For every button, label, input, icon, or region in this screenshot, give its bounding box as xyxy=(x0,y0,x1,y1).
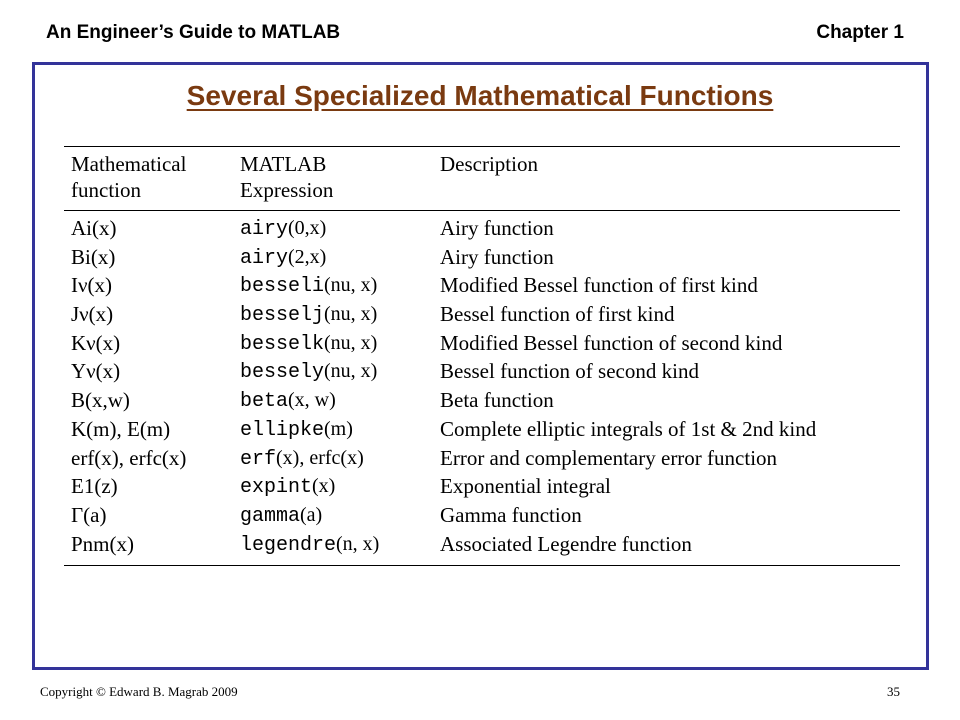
math-function-cell: erf(x), erfc(x) xyxy=(71,445,187,470)
description-cell: Bessel function of second kind xyxy=(440,359,699,384)
page-number: 35 xyxy=(887,684,900,699)
matlab-expression-cell xyxy=(240,214,326,244)
header-math-function: Mathematical function xyxy=(71,152,187,202)
matlab-arguments: (2,x) xyxy=(288,245,327,268)
matlab-function-name: besselk xyxy=(240,332,325,356)
math-function-cell: Jν(x) xyxy=(71,302,114,327)
description-cell: Beta function xyxy=(440,388,554,413)
matlab-expression-cell xyxy=(240,501,322,531)
math-function-cell: Yν(x) xyxy=(71,359,121,384)
table-row xyxy=(0,530,960,559)
math-function-cell: K(m), E(m) xyxy=(71,416,171,441)
matlab-function-name: besseli xyxy=(240,275,325,299)
table-row xyxy=(0,501,960,530)
matlab-expression-cell xyxy=(240,472,335,502)
table-row xyxy=(0,300,960,329)
matlab-arguments: (x) xyxy=(312,475,336,498)
table-top-rule xyxy=(64,146,900,147)
matlab-arguments: (x, w) xyxy=(288,389,336,412)
table-row xyxy=(0,444,960,473)
matlab-arguments: (nu, x) xyxy=(324,274,378,297)
matlab-expression-cell xyxy=(240,300,377,330)
math-function-cell: Iν(x) xyxy=(71,273,112,298)
matlab-function-name: ellipke xyxy=(240,418,325,442)
matlab-function-name: gamma xyxy=(240,504,301,528)
matlab-expression-cell xyxy=(240,444,364,474)
table-row xyxy=(0,386,960,415)
description-cell: Modified Bessel function of first kind xyxy=(440,273,758,298)
math-function-cell: B(x,w) xyxy=(71,388,130,413)
table-row xyxy=(0,357,960,386)
table-row xyxy=(0,329,960,358)
description-cell: Gamma function xyxy=(440,502,582,527)
function-table-body xyxy=(0,214,960,558)
matlab-function-name: besselj xyxy=(240,304,325,328)
description-cell: Associated Legendre function xyxy=(440,531,692,556)
chapter-label: Chapter 1 xyxy=(816,22,904,43)
description-cell: Error and complementary error function xyxy=(440,445,778,470)
math-function-cell: E1(z) xyxy=(71,474,118,499)
matlab-expression-cell xyxy=(240,530,379,560)
matlab-expression-cell xyxy=(240,271,377,301)
description-cell: Airy function xyxy=(440,244,554,269)
matlab-arguments: (nu, x) xyxy=(324,360,378,383)
header-description: Description xyxy=(440,152,538,176)
matlab-arguments: (n, x) xyxy=(336,532,380,555)
matlab-arguments: (nu, x) xyxy=(324,331,378,354)
description-cell: Complete elliptic integrals of 1st & 2nd kind xyxy=(440,416,817,441)
table-header-rule xyxy=(64,210,900,211)
matlab-expression-cell xyxy=(240,386,336,416)
matlab-arguments: (nu, x) xyxy=(324,303,378,326)
matlab-expression-cell xyxy=(240,243,326,273)
matlab-function-name: legendre xyxy=(240,533,337,557)
math-function-cell: Bi(x) xyxy=(71,244,116,269)
copyright-text: Copyright © Edward B. Magrab 2009 xyxy=(40,684,238,699)
table-row xyxy=(0,472,960,501)
matlab-function-name: airy xyxy=(240,218,289,241)
matlab-expression-cell xyxy=(240,357,377,387)
matlab-function-name: erf xyxy=(240,447,277,471)
header-matlab-expression: MATLAB Expression xyxy=(240,152,334,202)
matlab-arguments: (m) xyxy=(324,417,353,440)
description-cell: Exponential integral xyxy=(440,474,611,499)
matlab-arguments: (0,x) xyxy=(288,217,327,239)
matlab-expression-cell xyxy=(240,329,377,359)
math-function-cell: Ai(x) xyxy=(71,216,117,240)
matlab-function-name: airy xyxy=(240,246,289,270)
math-function-cell: Γ(a) xyxy=(71,502,107,527)
matlab-function-name: bessely xyxy=(240,361,325,385)
matlab-arguments: (x), erfc(x) xyxy=(276,446,364,469)
book-title: An Engineer’s Guide to MATLAB xyxy=(46,22,341,43)
description-cell: Bessel function of first kind xyxy=(440,302,675,327)
slide-title: Several Specialized Mathematical Functions xyxy=(186,80,774,111)
table-row xyxy=(0,271,960,300)
description-cell: Modified Bessel function of second kind xyxy=(440,330,783,355)
math-function-cell: Pnm(x) xyxy=(71,531,134,556)
table-row xyxy=(0,243,960,272)
matlab-expression-cell xyxy=(240,415,353,445)
matlab-function-name: expint xyxy=(240,476,313,500)
table-row xyxy=(0,415,960,444)
matlab-arguments: (a) xyxy=(300,503,323,526)
description-cell: Airy function xyxy=(440,216,554,240)
table-bottom-rule xyxy=(64,565,900,566)
matlab-function-name: beta xyxy=(240,390,289,414)
math-function-cell: Kν(x) xyxy=(71,330,121,355)
table-row xyxy=(0,214,960,243)
